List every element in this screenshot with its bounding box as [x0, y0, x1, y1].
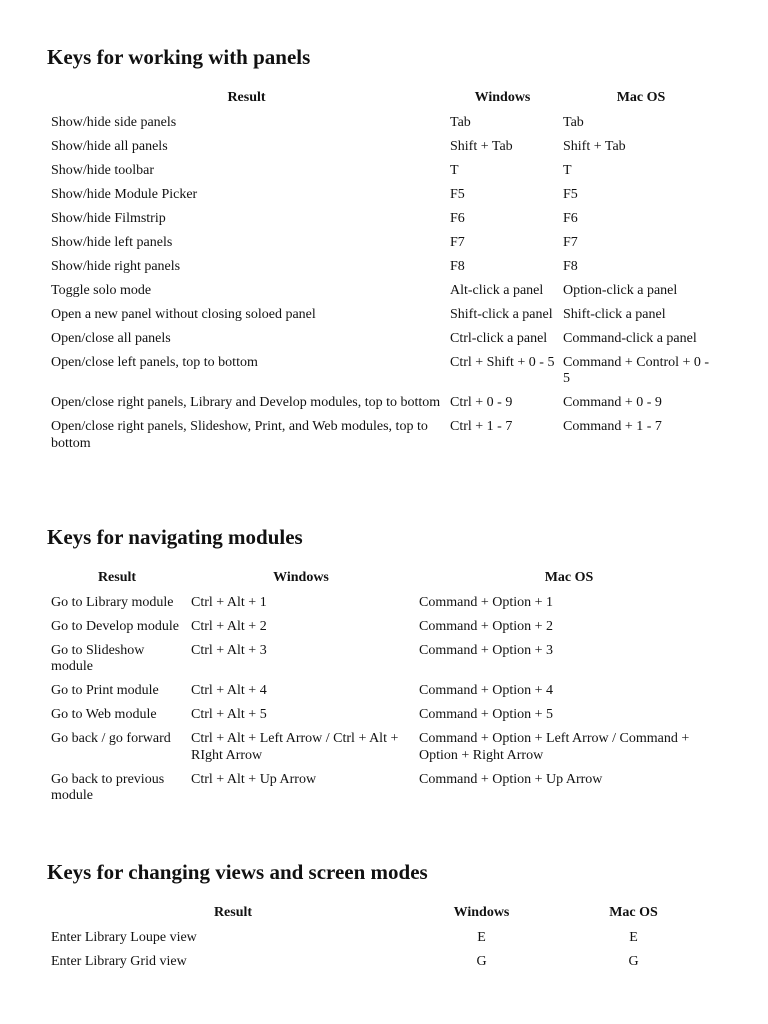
- table-row: [47, 159, 723, 183]
- macos-shortcut-cell: Command + Control + 0 - 5: [563, 354, 710, 386]
- table-row: [47, 926, 723, 950]
- result-cell: Enter Library Grid view: [51, 953, 187, 969]
- table-row: [47, 327, 723, 351]
- result-cell: Open a new panel without closing soloed panel: [51, 306, 316, 322]
- modules-table-body: [47, 591, 723, 809]
- result-cell: Open/close left panels, top to bottom: [51, 354, 258, 370]
- windows-shortcut-cell: Ctrl + Shift + 0 - 5: [450, 354, 555, 370]
- table-row: [47, 351, 723, 392]
- table-row: [47, 279, 723, 303]
- windows-shortcut-cell: F6: [450, 210, 465, 226]
- windows-shortcut-cell: T: [450, 162, 459, 178]
- windows-shortcut-cell: Ctrl + 1 - 7: [450, 419, 513, 434]
- panels-table-body: [47, 111, 723, 456]
- macos-shortcut-cell: F6: [563, 210, 578, 226]
- macos-shortcut-cell: Command + Option + 5: [419, 707, 554, 722]
- result-cell: Go back to previous module: [51, 771, 165, 803]
- windows-shortcut-cell: Shift-click a panel: [450, 306, 553, 322]
- macos-shortcut-cell: Option-click a panel: [563, 282, 678, 298]
- table-row: [47, 768, 723, 809]
- table-row: [47, 703, 723, 727]
- windows-shortcut-cell: Ctrl + Alt + 1: [191, 594, 267, 610]
- table-row: [47, 615, 723, 639]
- macos-shortcut-cell: F5: [563, 186, 578, 202]
- table-row: [47, 591, 723, 615]
- windows-shortcut-cell: Tab: [450, 114, 471, 130]
- windows-shortcut-cell: Ctrl-click a panel: [450, 330, 548, 346]
- macos-shortcut-cell: Command + Option + 4: [419, 683, 554, 698]
- result-cell: Show/hide all panels: [51, 138, 168, 154]
- table-row: [47, 255, 723, 279]
- result-cell: Enter Library Loupe view: [51, 929, 197, 945]
- windows-shortcut-cell: E: [477, 929, 486, 945]
- macos-shortcut-cell: Command + Option + Left Arrow / Command + Option + Right Arrow: [419, 731, 690, 763]
- section-title-panels: Keys for working with panels: [47, 45, 311, 69]
- macos-shortcut-cell: Command + Option + 3: [419, 642, 554, 658]
- views-table-body: [47, 926, 723, 974]
- result-cell: Show/hide toolbar: [51, 162, 155, 178]
- table-row: [47, 950, 723, 974]
- windows-shortcut-cell: F7: [450, 234, 465, 250]
- windows-shortcut-cell: Ctrl + Alt + 4: [191, 683, 267, 698]
- panels-shortcut-table: [47, 85, 723, 456]
- result-cell: Show/hide Module Picker: [51, 186, 198, 202]
- table-header-row: [47, 85, 723, 111]
- macos-shortcut-cell: Command + Option + 2: [419, 618, 554, 634]
- column-header-result: Result: [97, 570, 137, 585]
- column-header-macos: Mac OS: [616, 90, 666, 105]
- table-header-row: [47, 900, 723, 926]
- table-row: [47, 135, 723, 159]
- column-header-windows: Windows: [474, 90, 531, 105]
- column-header-result: Result: [227, 90, 266, 105]
- table-row: [47, 207, 723, 231]
- macos-shortcut-cell: Command + Option + Up Arrow: [419, 771, 603, 787]
- windows-shortcut-cell: F5: [450, 186, 465, 202]
- windows-shortcut-cell: Alt-click a panel: [450, 282, 544, 298]
- table-row: [47, 727, 723, 768]
- section-title-modules: Keys for navigating modules: [47, 525, 303, 549]
- windows-shortcut-cell: Ctrl + 0 - 9: [450, 395, 513, 410]
- macos-shortcut-cell: F7: [563, 234, 578, 250]
- windows-shortcut-cell: G: [476, 953, 487, 969]
- table-row: [47, 231, 723, 255]
- macos-shortcut-cell: Command + Option + 1: [419, 594, 554, 610]
- result-cell: Show/hide left panels: [51, 234, 173, 250]
- windows-shortcut-cell: Ctrl + Alt + 3: [191, 642, 267, 658]
- macos-shortcut-cell: F8: [563, 258, 578, 274]
- macos-shortcut-cell: Command + 0 - 9: [563, 395, 662, 410]
- macos-shortcut-cell: Shift-click a panel: [563, 306, 666, 322]
- macos-shortcut-cell: Shift + Tab: [563, 138, 626, 154]
- macos-shortcut-cell: E: [629, 929, 638, 945]
- windows-shortcut-cell: Ctrl + Alt + 5: [191, 707, 267, 722]
- table-row: [47, 303, 723, 327]
- result-cell: Go to Library module: [51, 594, 174, 610]
- column-header-result: Result: [213, 905, 253, 920]
- table-header-row: [47, 565, 723, 591]
- result-cell: Toggle solo mode: [51, 282, 152, 298]
- column-header-windows: Windows: [453, 905, 510, 920]
- macos-shortcut-cell: T: [563, 162, 572, 178]
- result-cell: Go to Slideshow module: [51, 642, 145, 674]
- windows-shortcut-cell: Ctrl + Alt + 2: [191, 618, 267, 634]
- section-title-views: Keys for changing views and screen modes: [47, 860, 428, 884]
- result-cell: Open/close right panels, Library and Develop modules, top to bottom: [51, 395, 441, 410]
- result-cell: Show/hide Filmstrip: [51, 210, 166, 226]
- windows-shortcut-cell: Ctrl + Alt + Left Arrow / Ctrl + Alt + RIght Arrow: [191, 731, 399, 763]
- table-row: [47, 111, 723, 135]
- table-row: [47, 415, 723, 456]
- result-cell: Go back / go forward: [51, 731, 171, 746]
- column-header-macos: Mac OS: [544, 570, 594, 585]
- result-cell: Show/hide right panels: [51, 258, 181, 274]
- table-row: [47, 639, 723, 680]
- windows-shortcut-cell: F8: [450, 258, 465, 274]
- table-row: [47, 391, 723, 415]
- table-row: [47, 679, 723, 703]
- macos-shortcut-cell: G: [628, 953, 639, 969]
- macos-shortcut-cell: Command-click a panel: [563, 330, 697, 346]
- column-header-macos: Mac OS: [609, 905, 658, 920]
- views-shortcut-table: [47, 900, 723, 974]
- modules-shortcut-table: [47, 565, 723, 808]
- windows-shortcut-cell: Ctrl + Alt + Up Arrow: [191, 771, 317, 787]
- result-cell: Go to Print module: [51, 683, 159, 698]
- column-header-windows: Windows: [273, 570, 329, 585]
- table-row: [47, 183, 723, 207]
- result-cell: Open/close right panels, Slideshow, Print, and Web modules, top to bottom: [51, 419, 428, 451]
- macos-shortcut-cell: Tab: [563, 114, 584, 130]
- windows-shortcut-cell: Shift + Tab: [450, 138, 513, 154]
- result-cell: Go to Web module: [51, 707, 157, 722]
- result-cell: Show/hide side panels: [51, 114, 177, 130]
- macos-shortcut-cell: Command + 1 - 7: [563, 419, 662, 434]
- result-cell: Go to Develop module: [51, 618, 179, 634]
- result-cell: Open/close all panels: [51, 330, 171, 346]
